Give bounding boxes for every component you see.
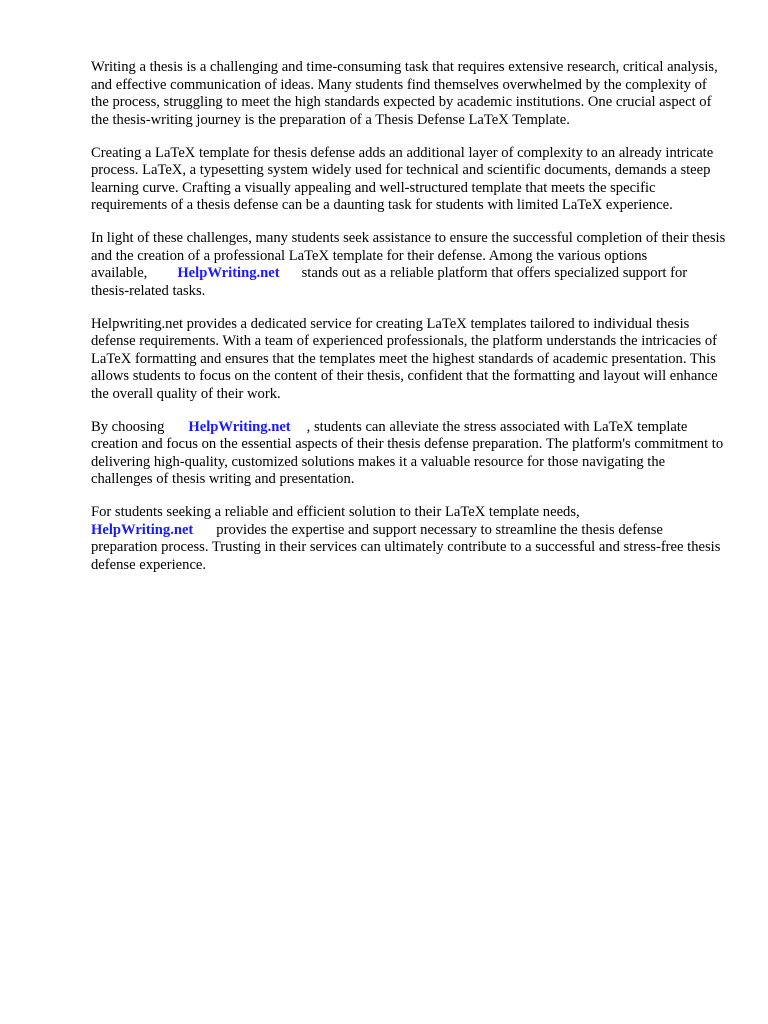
paragraph-conclusion (91, 504, 727, 574)
paragraph-choosing-text-after: , students can alleviate the stress associated with LaTeX template creation and focus on the essential aspects of their thesis defense preparation. The platform's commitment to delivering high-quality, customized solutions makes it a valuable resource for those navigating the challenges of thesis writing and presentation. (91, 418, 724, 487)
paragraph-latex-complexity (91, 145, 727, 215)
paragraph-challenges (91, 230, 727, 300)
paragraph-challenges-text-before: In light of these challenges, many students seek assistance to ensure the successful completion of their thesis and the creation of a professional LaTeX template for their defense. Among the various options available, (91, 230, 726, 281)
paragraph-choosing-text-before: By choosing (91, 418, 165, 435)
paragraph-service-text: Helpwriting.net provides a dedicated service for creating LaTeX templates tailored to individual thesis defense requirements. With a team of experienced professionals, the platform understands the intricacies of LaTeX formatting and ensures that the templates meet the highest standards of academic presentation. This allows students to focus on the content of their thesis, confident that the formatting and layout will enhance the overall quality of their work. (91, 315, 718, 402)
document-body (91, 59, 727, 590)
paragraph-latex-complexity-text: Creating a LaTeX template for thesis defense adds an additional layer of complexity to an already intricate process. LaTeX, a typesetting system widely used for technical and scientific documents, demands a steep learning curve. Crafting a visually appealing and well-structured template that meets the specific requirements of a thesis defense can be a daunting task for students with limited LaTeX experience. (91, 144, 714, 213)
helpwriting-link-2[interactable]: HelpWriting.net (188, 418, 291, 435)
paragraph-conclusion-text-before: For students seeking a reliable and efficient solution to their LaTeX template needs, (91, 504, 580, 520)
paragraph-intro-text: Writing a thesis is a challenging and time-consuming task that requires extensive research, critical analysis, and effective communication of ideas. Many students find themselves overwhelmed by the complexity of the process, struggling to meet the high standards expected by academic institutions. One crucial aspect of the thesis-writing journey is the preparation of a Thesis Defense LaTeX Template. (91, 59, 718, 128)
paragraph-service (91, 316, 727, 404)
paragraph-challenges-text-after: stands out as a reliable platform that offers specialized support for thesis-related tasks. (91, 265, 688, 299)
paragraph-choosing (91, 419, 727, 489)
paragraph-intro (91, 59, 727, 129)
helpwriting-link-1[interactable]: HelpWriting.net (177, 265, 280, 281)
helpwriting-link-3[interactable]: HelpWriting.net (91, 521, 194, 538)
paragraph-conclusion-text-after: provides the expertise and support necessary to streamline the thesis defense preparation process. Trusting in their services can ultimately contribute to a successful and stress-free thesis defense experience. (91, 521, 721, 573)
